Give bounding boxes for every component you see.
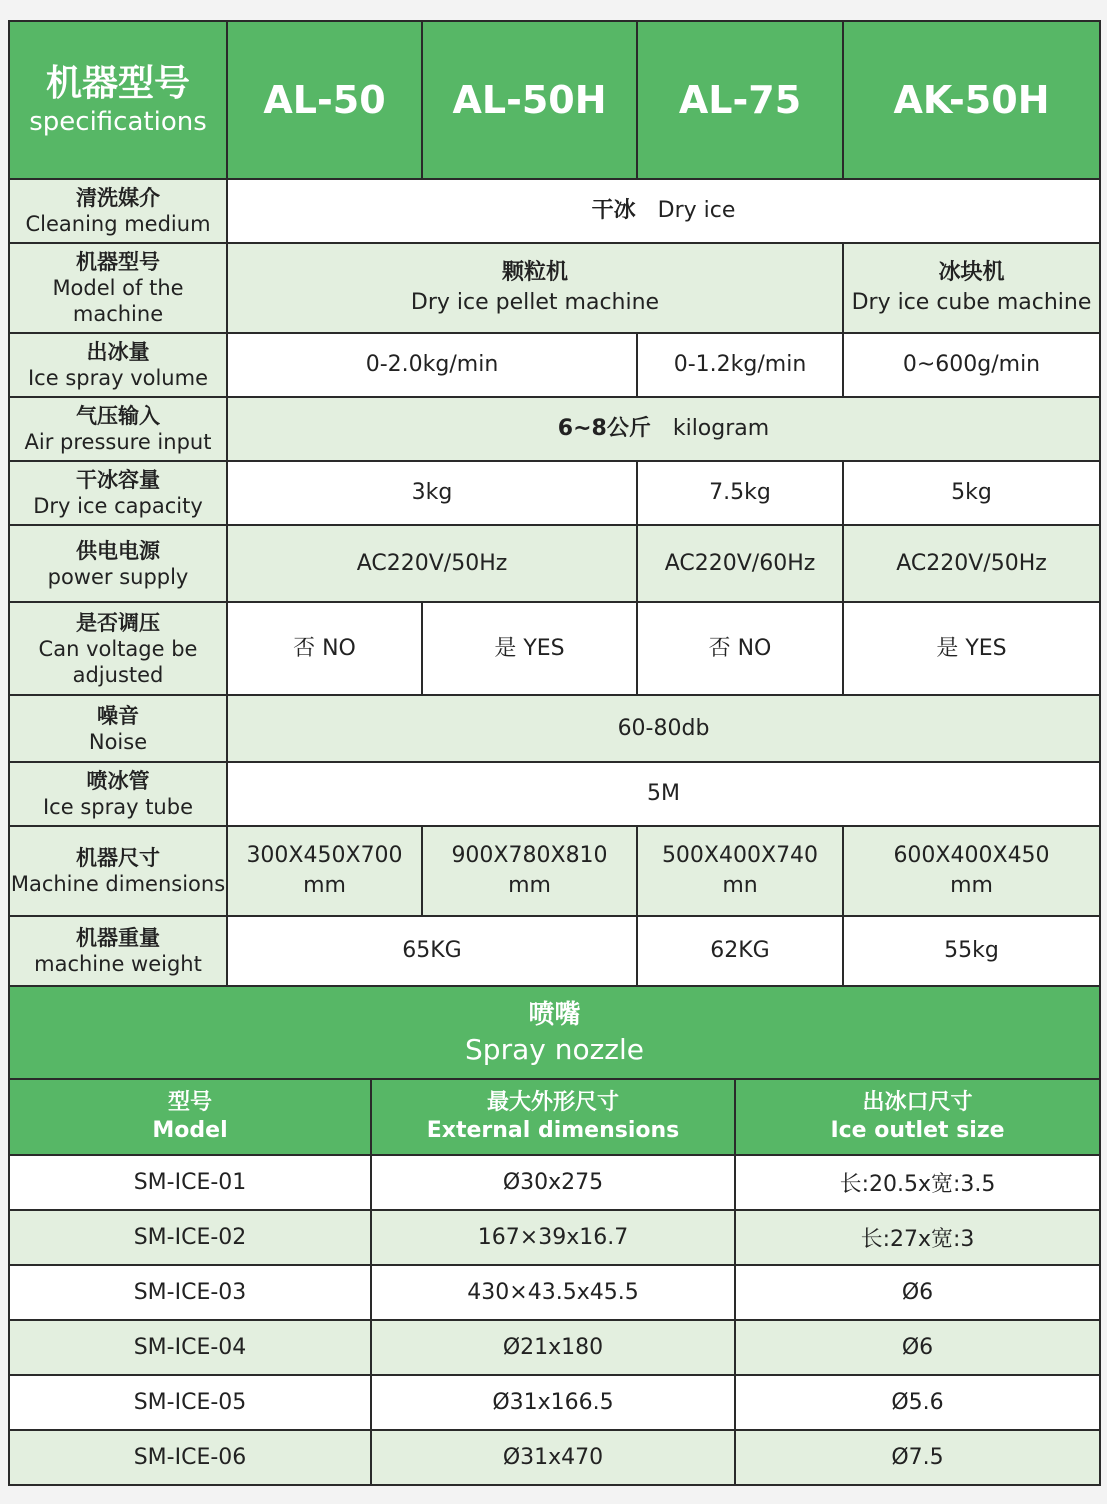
cleaning-medium-value: 干冰 Dry ice [227, 179, 1100, 243]
voltage-al50h: 是 YES [422, 602, 637, 695]
row-label: 喷冰管 Ice spray tube [9, 762, 227, 826]
nozzle-dimensions: Ø31x470 [371, 1430, 735, 1485]
row-ice-spray-volume [9, 333, 1100, 397]
row-spray-tube [9, 762, 1100, 826]
nozzle-outlet: Ø6 [735, 1265, 1100, 1320]
row-dimensions [9, 826, 1100, 916]
spray-volume-ak50h: 0~600g/min [843, 333, 1100, 397]
row-label: 噪音 Noise [9, 695, 227, 762]
voltage-al75: 否 NO [637, 602, 843, 695]
power-al50: AC220V/50Hz [227, 525, 637, 602]
nozzle-dimensions: 167×39x16.7 [371, 1210, 735, 1265]
capacity-ak50h: 5kg [843, 461, 1100, 525]
dimensions-ak50h: 600X400X450 mm [843, 826, 1100, 916]
weight-al75: 62KG [637, 916, 843, 986]
noise-value: 60-80db [227, 695, 1100, 762]
nozzle-model: SM-ICE-01 [9, 1155, 371, 1210]
row-label: 是否调压 Can voltage be adjusted [9, 602, 227, 695]
row-voltage-adjust [9, 602, 1100, 695]
row-label: 干冰容量 Dry ice capacity [9, 461, 227, 525]
row-cleaning-medium [9, 179, 1100, 243]
nozzle-outlet: Ø7.5 [735, 1430, 1100, 1485]
dimensions-al75: 500X400X740 mn [637, 826, 843, 916]
table-row [9, 1430, 1100, 1485]
nozzle-model: SM-ICE-05 [9, 1375, 371, 1430]
nozzle-model: SM-ICE-03 [9, 1265, 371, 1320]
spec-sheet [8, 20, 1099, 1486]
row-label: 清洗媒介 Cleaning medium [9, 179, 227, 243]
table-row [9, 1320, 1100, 1375]
cube-machine-cell: 冰块机 Dry ice cube machine [843, 243, 1100, 333]
header-row [9, 21, 1100, 179]
spray-tube-value: 5M [227, 762, 1100, 826]
nozzle-model: SM-ICE-06 [9, 1430, 371, 1485]
row-label: 气压输入 Air pressure input [9, 397, 227, 461]
capacity-al50: 3kg [227, 461, 637, 525]
table-row [9, 1155, 1100, 1210]
nozzle-col-model: 型号 Model [9, 1079, 371, 1155]
row-power-supply [9, 525, 1100, 602]
row-weight [9, 916, 1100, 986]
row-machine-model [9, 243, 1100, 333]
power-al75: AC220V/60Hz [637, 525, 843, 602]
model-al-50h: AL-50H [422, 21, 637, 179]
row-label: 机器型号 Model of the machine [9, 243, 227, 333]
nozzle-dimensions: Ø21x180 [371, 1320, 735, 1375]
row-air-pressure [9, 397, 1100, 461]
nozzle-outlet: 长:27x宽:3 [735, 1210, 1100, 1265]
specifications-table [8, 20, 1101, 987]
nozzle-dimensions: Ø31x166.5 [371, 1375, 735, 1430]
nozzle-model: SM-ICE-02 [9, 1210, 371, 1265]
pellet-machine-cell: 颗粒机 Dry ice pellet machine [227, 243, 843, 333]
nozzle-title-row [9, 987, 1100, 1079]
weight-ak50h: 55kg [843, 916, 1100, 986]
nozzle-outlet: 长:20.5x宽:3.5 [735, 1155, 1100, 1210]
voltage-al50: 否 NO [227, 602, 422, 695]
dimensions-al50h: 900X780X810 mm [422, 826, 637, 916]
power-ak50h: AC220V/50Hz [843, 525, 1100, 602]
row-label: 机器重量 machine weight [9, 916, 227, 986]
voltage-ak50h: 是 YES [843, 602, 1100, 695]
row-dry-ice-capacity [9, 461, 1100, 525]
nozzle-outlet: Ø6 [735, 1320, 1100, 1375]
row-label: 出冰量 Ice spray volume [9, 333, 227, 397]
nozzle-col-outlet: 出冰口尺寸 Ice outlet size [735, 1079, 1100, 1155]
nozzle-outlet: Ø5.6 [735, 1375, 1100, 1430]
nozzle-dimensions: 430×43.5x45.5 [371, 1265, 735, 1320]
capacity-al75: 7.5kg [637, 461, 843, 525]
nozzle-col-dimensions: 最大外形尺寸 External dimensions [371, 1079, 735, 1155]
row-label: 机器尺寸 Machine dimensions [9, 826, 227, 916]
spray-volume-al75: 0-1.2kg/min [637, 333, 843, 397]
model-al-75: AL-75 [637, 21, 843, 179]
nozzle-dimensions: Ø30x275 [371, 1155, 735, 1210]
header-label-cell [9, 21, 227, 179]
spray-volume-al50: 0-2.0kg/min [227, 333, 637, 397]
model-ak-50h: AK-50H [843, 21, 1100, 179]
nozzle-table [8, 987, 1101, 1486]
nozzle-header-row [9, 1079, 1100, 1155]
dimensions-al50: 300X450X700 mm [227, 826, 422, 916]
header-label-en: specifications [29, 107, 207, 137]
weight-al50: 65KG [227, 916, 637, 986]
nozzle-model: SM-ICE-04 [9, 1320, 371, 1375]
row-noise [9, 695, 1100, 762]
air-pressure-value: 6~8公斤 kilogram [227, 397, 1100, 461]
table-row [9, 1375, 1100, 1430]
nozzle-title: 喷嘴 Spray nozzle [9, 987, 1100, 1079]
model-al-50: AL-50 [227, 21, 422, 179]
header-label-cn: 机器型号 [45, 63, 190, 104]
table-row [9, 1265, 1100, 1320]
row-label: 供电电源 power supply [9, 525, 227, 602]
table-row [9, 1210, 1100, 1265]
